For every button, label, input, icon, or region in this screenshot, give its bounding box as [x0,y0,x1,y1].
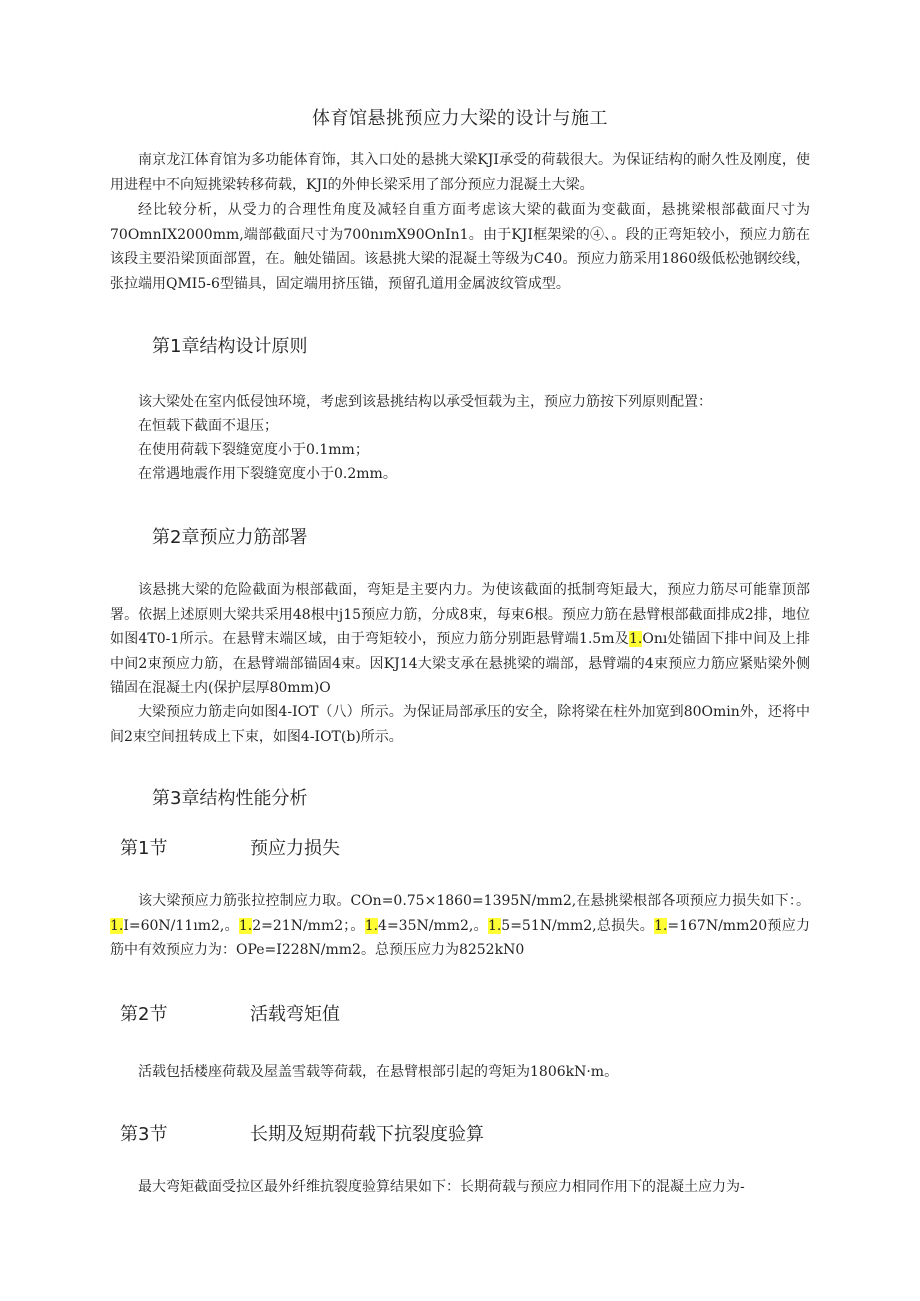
section-2-text: 活载包括楼座荷载及屋盖雪载等荷载，在悬臂根部引起的弯矩为1806kN·m。 [138,1064,619,1080]
section-number: 第1节 [120,838,168,859]
intro-paragraph-1: 南京龙江体育馆为多功能体育饰，其入口处的悬挑大梁KJI承受的荷载很大。为保证结构的耐久性及刚度，使用进程中不向短挑梁转移荷载，KJI的外伸长梁采用了部分预应力混凝土大梁。 [110,152,810,193]
chapter-1-line: 在恒载下截面不退压； [138,418,278,434]
highlight-mark: 1. [487,917,502,934]
chapter-3-heading: 第3章结构性能分析 [152,788,308,809]
chapter-1-line: 在常遇地震作用下裂缝宽度小于0.2mm。 [138,466,397,482]
highlight-mark: 1. [629,631,643,647]
section-2-paragraph [138,1060,818,1084]
chapter-1-line: 该大梁处在室内低侵蚀环境，考虑到该悬挑结构以承受恒载为主，预应力筋按下列原则配置： [138,394,712,410]
chapter-2-heading: 第2章预应力筋部署 [152,527,308,548]
chapter-2-text: 该悬挑大梁的危险截面为根部截面，弯矩是主要内力。为使该截面的抵制弯矩最大，预应力筋尽可能靠顶部署。依据上述原则大梁共采用48根中j15预应力筋，分成8束，每束6根。预应力筋在悬臂根部截面排成2排，地位如图4T0-1所示。在悬臂末端区域，由于弯矩较小，预应力筋分别距悬臂端1.5m及 [110,582,810,647]
section-1-text: =167N/mm20预应力筋中有效预应力为：OPe=I228N/mm2。总预压应力为8252kN0 [110,917,810,958]
chapter-2-text: Onı处锚固下排中间及上排中间2束预应力筋，在悬臂端部锚固4束。因KJ14大梁支承在悬挑梁的端部，悬臂端的4束预应力筋应紧贴梁外侧锚固在混凝土内(保护层厚80mm)O [110,631,810,696]
chapter-1-body [138,390,818,486]
section-1-paragraph [110,889,810,963]
section-title: 预应力损失 [250,838,340,859]
section-1-text: 该大梁预应力筋张拉控制应力取。COn=0.75×1860=1395N/mm2,在悬挑梁根部各项预应力损失如下：。 [138,893,810,909]
intro-paragraph-2: 经比较分析，从受力的合理性角度及减轻自重方面考虑该大梁的截面为变截面，悬挑梁根部截面尺寸为70OmnIX2000mm,端部截面尺寸为700nımX90OnIn1。由于KJI框架梁的④、。段的正弯矩较小，预应力筋在该段主要沿梁顶面部置，在。触处锚固。该悬挑大梁的混凝土等级为C40。预应力筋采用1860级低松弛钢绞线，张拉端用QMI5-6型锚具，固定端用挤压锚，预留孔道用金属波纹管成型。 [110,202,810,292]
highlight-mark: 1. [110,917,124,934]
section-title: 活载弯矩值 [250,1004,340,1025]
section-3-paragraph [138,1175,818,1199]
chapter-1-line: 在使用荷载下裂缝宽度小于0.1mm； [138,442,369,458]
document-title: 体育馆悬挑预应力大梁的设计与施工 [312,108,608,129]
highlight-mark: 1. [364,917,379,934]
section-number: 第2节 [120,1004,168,1025]
chapter-1-heading: 第1章结构设计原则 [152,336,308,357]
section-3-heading [120,1120,484,1146]
section-1-text: 4=35N/mm2,。 [378,917,488,934]
section-number: 第3节 [120,1124,168,1145]
highlight-mark: 1. [654,917,668,934]
chapter-2-paragraph-1 [110,578,810,701]
chapter-2-paragraph-2: 大梁预应力筋走向如图4-IOT（八）所示。为保证局部承压的安全，除将梁在柱外加宽到80Omin外，还将中间2束空间扭转成上下束，如图4-IOT(b)所示。 [110,704,810,745]
section-1-heading [120,834,340,860]
section-1-text: 2=21N/mm2；。 [252,917,365,934]
section-1-text: I=60N/11ım2,。 [123,917,239,934]
section-2-heading [120,1000,340,1026]
section-3-text: 最大弯矩截面受拉区最外纤维抗裂度验算结果如下：长期荷载与预应力相同作用下的混凝土应力为- [138,1179,745,1195]
section-title: 长期及短期荷载下抗裂度验算 [250,1124,484,1145]
highlight-mark: 1. [238,917,253,934]
section-1-text: 5=51N/mm2,总损失。 [501,917,655,934]
